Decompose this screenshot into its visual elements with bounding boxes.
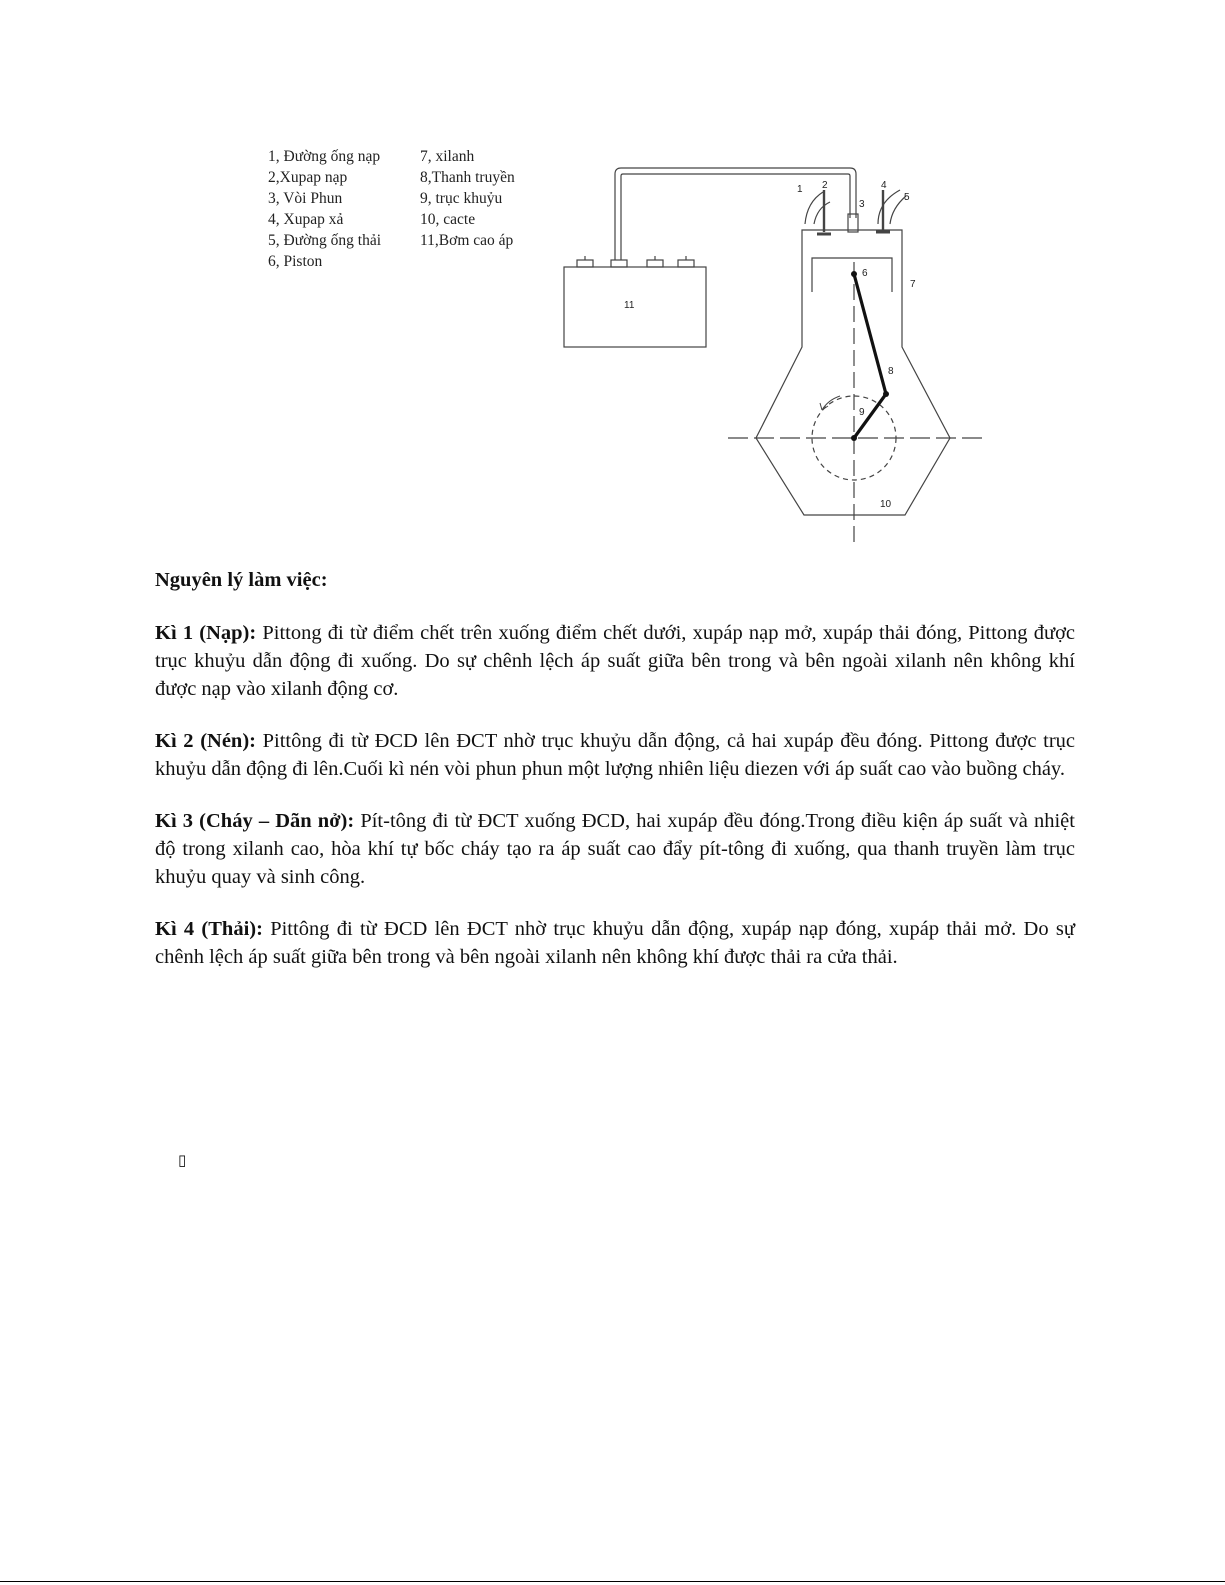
section-heading: Nguyên lý làm việc: xyxy=(155,569,328,591)
label-4: 4 xyxy=(881,180,887,191)
crankshaft-center xyxy=(851,435,857,441)
pump-outlet xyxy=(647,260,663,267)
diagram-legend xyxy=(268,146,570,272)
legend-item: 9, trục khuỷu xyxy=(420,190,503,207)
stroke-text: Pít-tông đi từ ĐCT xuống ĐCD, hai xupáp đều đóng.Trong điều kiện áp suất và nhiệt độ trong xilanh cao, hòa khí tự bốc cháy tạo ra áp suất cao đẩy pít-tông đi xuống, qua thanh truyền làm trục khuỷu quay và sinh công. xyxy=(155,810,1075,888)
pump-outlet xyxy=(611,260,627,267)
label-9: 9 xyxy=(859,407,865,418)
diesel-engine-diagram xyxy=(560,162,1000,572)
legend-item: 1, Đường ống nạp xyxy=(268,148,381,165)
connecting-rod xyxy=(854,274,886,394)
label-7: 7 xyxy=(910,279,916,290)
stroke-text: Pittông đi từ ĐCD lên ĐCT nhờ trục khuỷu dẫn động, cả hai xupáp đều đóng. Pittong được trục khuỷu dẫn động đi lên.Cuối kì nén vòi phun phun một lượng nhiên liệu diezen với áp suất cao vào buồng cháy. xyxy=(155,730,1075,780)
crank-pin xyxy=(883,391,889,397)
label-10: 10 xyxy=(880,499,892,510)
label-2: 2 xyxy=(822,180,828,191)
stroke-title: Kì 2 (Nén): xyxy=(155,730,256,752)
legend-item: 5, Đường ống thải xyxy=(268,232,382,249)
page-bottom-rule xyxy=(0,1581,1225,1582)
label-1: 1 xyxy=(797,184,803,195)
stroke-paragraph xyxy=(155,727,1075,783)
label-6: 6 xyxy=(862,268,868,279)
stroke-paragraph xyxy=(155,807,1075,891)
fuel-pump-body xyxy=(564,267,706,347)
legend-item: 7, xilanh xyxy=(420,148,475,165)
fuel-pipe xyxy=(615,168,856,260)
pump-outlet xyxy=(678,260,694,267)
label-8: 8 xyxy=(888,366,894,377)
legend-item: 4, Xupap xả xyxy=(268,211,344,228)
label-3: 3 xyxy=(859,199,865,210)
stroke-text: Pittong đi từ điểm chết trên xuống điểm chết dưới, xupáp nạp mở, xupáp thải đóng, Pittong được trục khuỷu dẫn động đi xuống. Do sự chênh lệch áp suất giữa bên trong và bên ngoài xilanh nên không khí được nạp vào xilanh động cơ. xyxy=(155,622,1076,700)
stroke-title: Kì 3 (Cháy – Dãn nở): xyxy=(155,810,355,832)
label-5: 5 xyxy=(904,192,910,203)
legend-item: 6, Piston xyxy=(268,253,323,270)
legend-item: 8,Thanh truyền xyxy=(420,169,515,186)
legend-item: 3, Vòi Phun xyxy=(268,190,343,207)
stroke-paragraph xyxy=(155,915,1075,971)
working-principle-section xyxy=(155,566,1075,995)
stroke-title: Kì 1 (Nạp): xyxy=(155,622,257,644)
wrist-pin xyxy=(851,271,857,277)
label-11: 11 xyxy=(624,300,635,311)
legend-item: 2,Xupap nạp xyxy=(268,169,348,186)
stroke-text: Pittông đi từ ĐCD lên ĐCT nhờ trục khuỷu dẫn động, xupáp nạp đóng, xupáp thải mở. Do sự chênh lệch áp suất giữa bên trong và bên ngoài xilanh nên không khí được thải ra cửa thải. xyxy=(155,918,1075,968)
legend-item: 10, cacte xyxy=(420,211,476,228)
stroke-title: Kì 4 (Thải): xyxy=(155,918,263,940)
pump-outlet xyxy=(577,260,593,267)
stroke-paragraph xyxy=(155,619,1075,703)
legend-item: 11,Bơm cao áp xyxy=(420,232,514,249)
missing-glyph-box: ▯ xyxy=(178,1151,187,1169)
intake-manifold xyxy=(805,192,830,224)
